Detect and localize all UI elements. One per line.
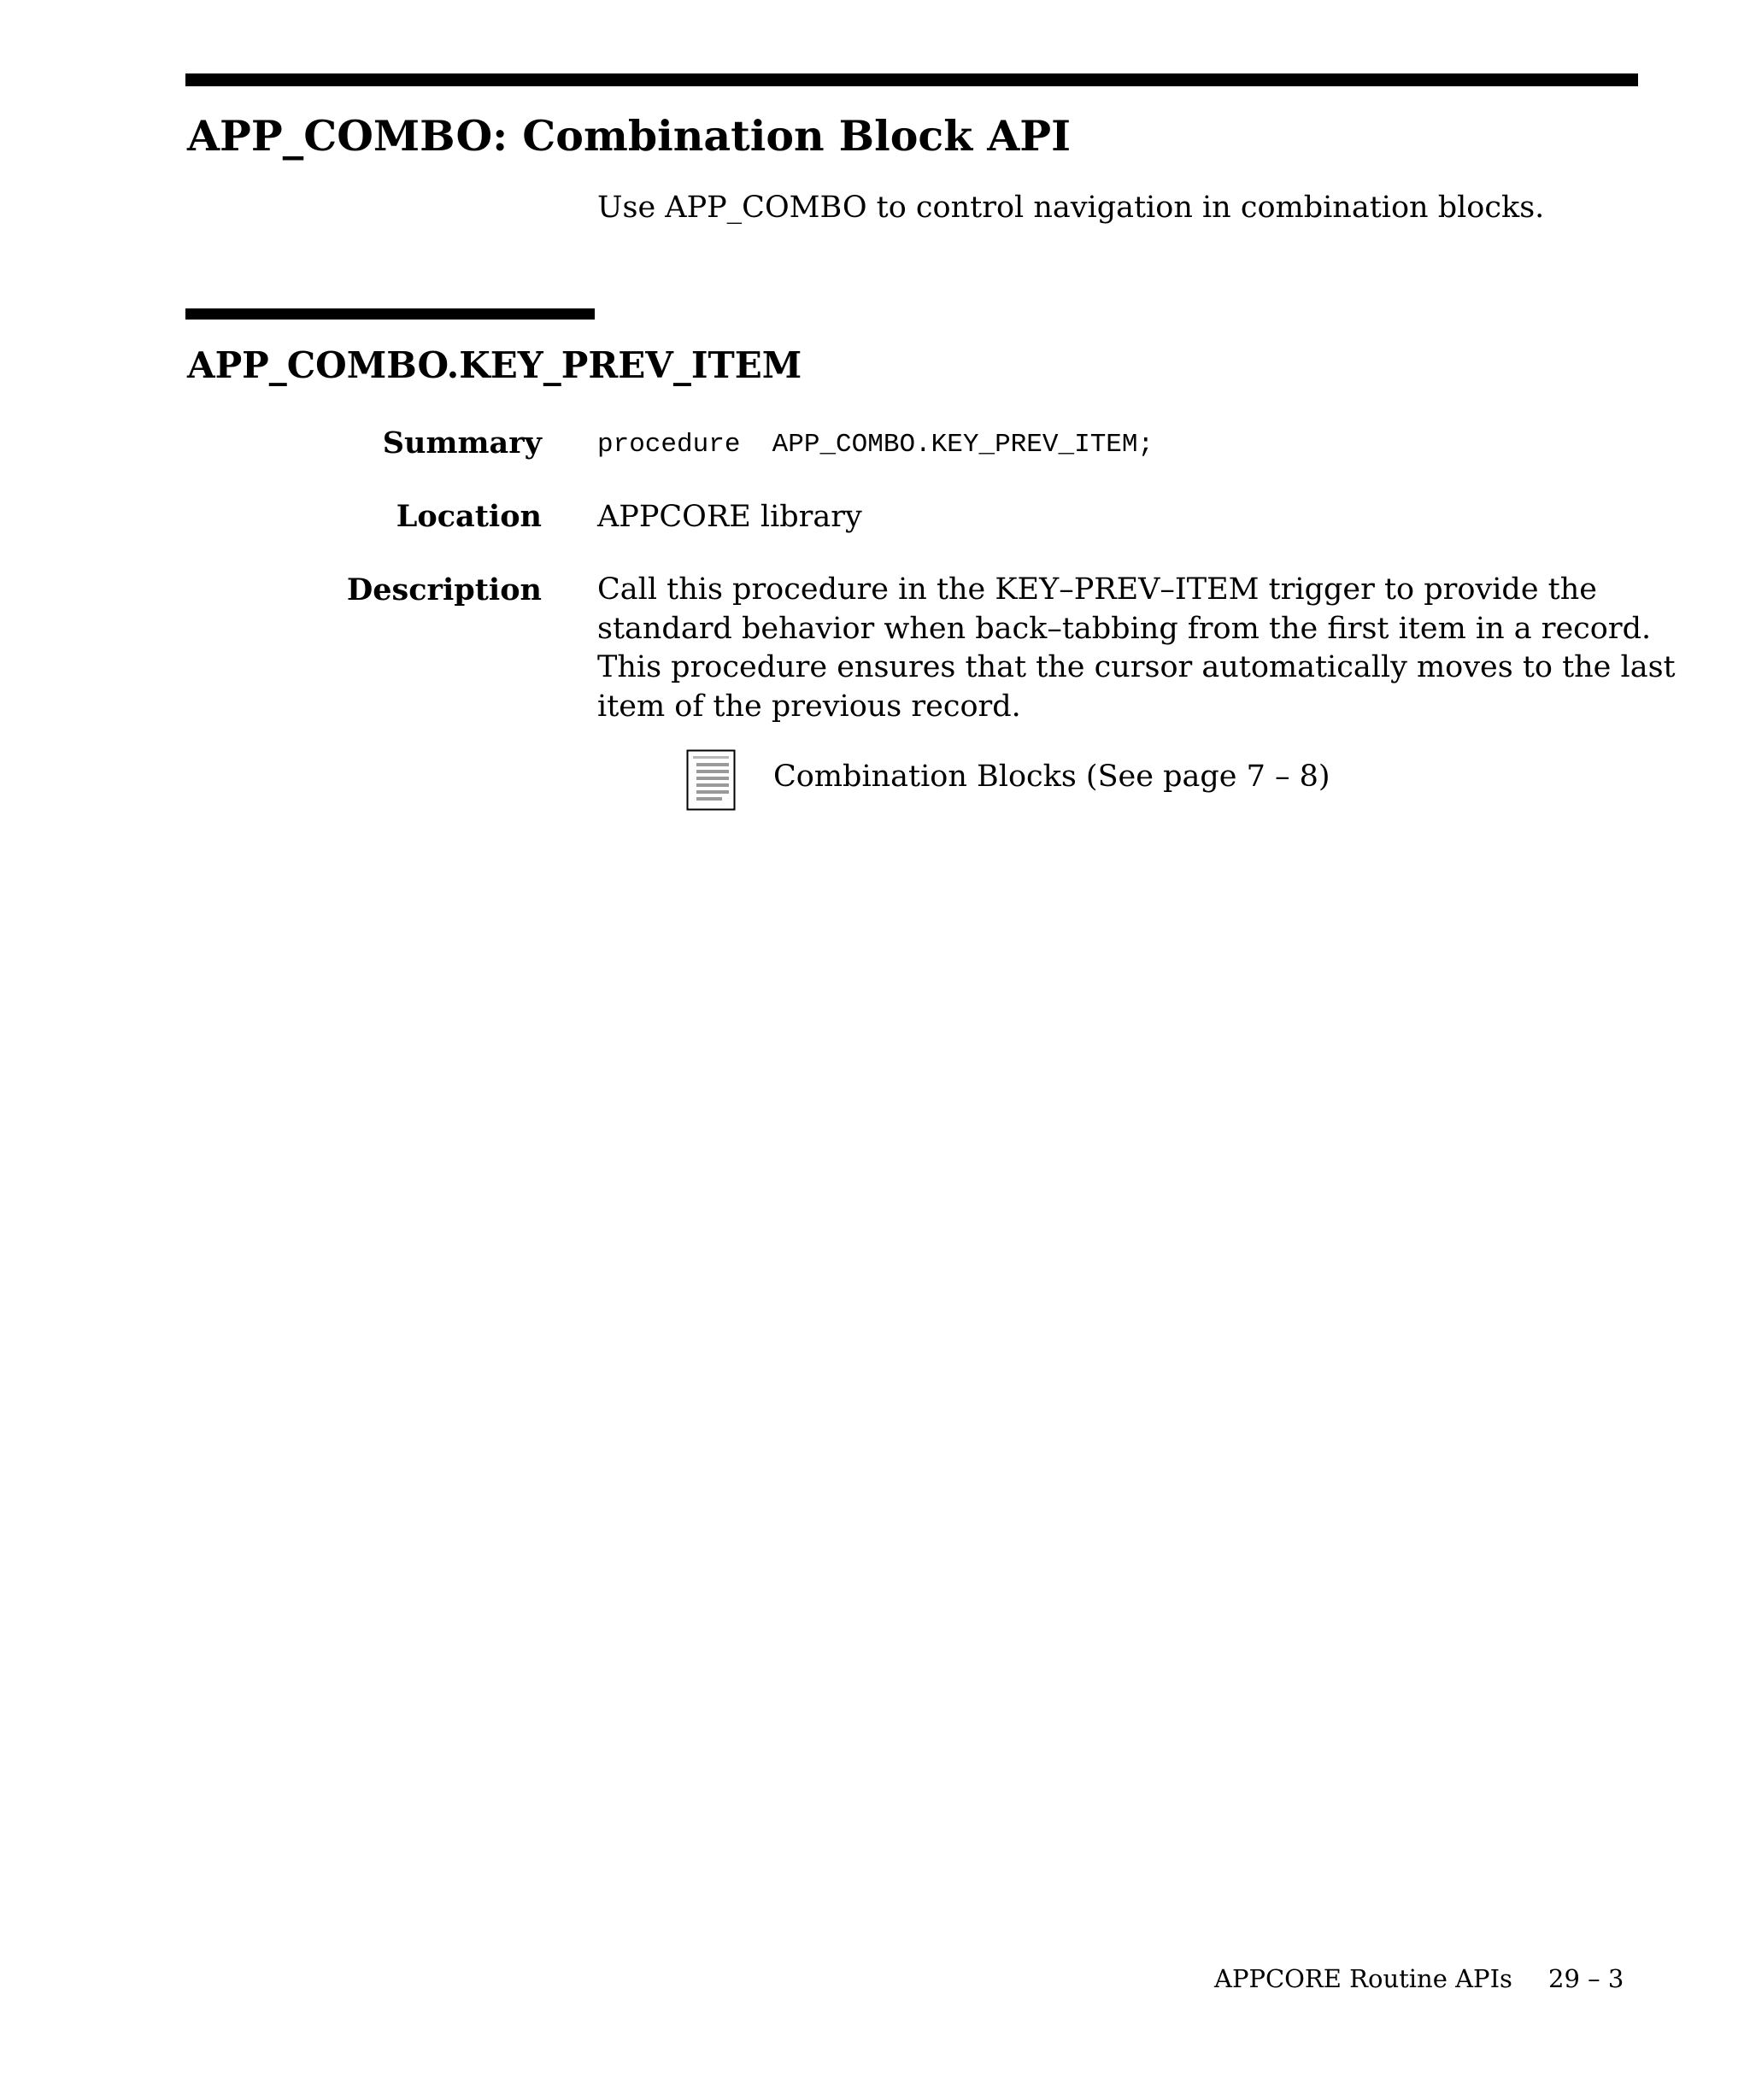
page-number: 29 – 3: [1548, 1964, 1624, 1993]
summary-label: Summary: [382, 425, 542, 460]
description-text: [597, 571, 1676, 726]
description-label: Description: [346, 572, 542, 607]
description-line: Call this procedure in the KEY–PREV–ITEM trigger to provide the: [597, 572, 1597, 607]
location-label: Location: [396, 499, 542, 534]
description-line: item of the previous record.: [597, 689, 1021, 724]
summary-value: procedure APP_COMBO.KEY_PREV_ITEM;: [597, 430, 1154, 460]
chapter-title: APP_COMBO: Combination Block API: [187, 111, 1072, 161]
chapter-top-rule: [185, 73, 1638, 86]
cross-reference-link[interactable]: Combination Blocks (See page 7 – 8): [773, 760, 1330, 794]
description-line: standard behavior when back–tabbing from the first item in a record.: [597, 611, 1652, 646]
location-value: APPCORE library: [597, 500, 862, 534]
description-line: This procedure ensures that the cursor automatically moves to the last: [597, 650, 1676, 684]
chapter-intro: Use APP_COMBO to control navigation in combination blocks.: [597, 191, 1545, 225]
section-rule: [185, 308, 595, 320]
document-icon[interactable]: [686, 749, 736, 811]
footer-title: APPCORE Routine APIs: [1214, 1964, 1512, 1993]
section-title: APP_COMBO.KEY_PREV_ITEM: [187, 344, 802, 386]
